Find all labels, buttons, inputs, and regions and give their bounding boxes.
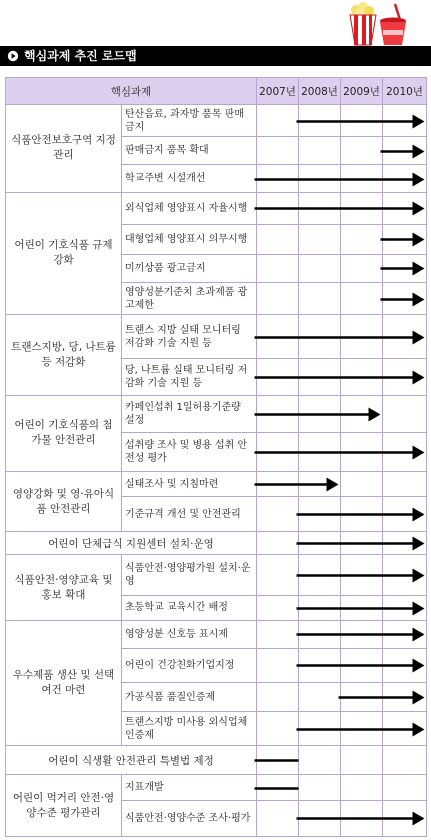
- column-header-2009: 2009년: [341, 78, 383, 105]
- item-cell: 섭취량 조사 및 병용 섭취 안전성 평가: [122, 432, 257, 471]
- item-cell: 기준규격 개선 및 안전관리: [122, 497, 257, 532]
- category-cell: 어린이 식생활 안전관리 특별법 제정: [6, 746, 257, 775]
- item-cell: 탄산음료, 과자방 품목 판매금지: [122, 105, 257, 137]
- column-header-2010: 2010년: [383, 78, 427, 105]
- category-cell: 어린이 기호식품의 첨가물 안전관리: [6, 395, 122, 471]
- item-cell: 대형업체 영양표시 의무시행: [122, 224, 257, 254]
- item-cell: 초등학교 교육시간 배정: [122, 595, 257, 620]
- item-cell: 가공식품 품질인증제: [122, 683, 257, 712]
- table-row: [6, 471, 427, 496]
- item-cell: 트랜스지방 미사용 외식업체 인증제: [122, 712, 257, 746]
- popcorn-drink-illustration: [338, 2, 418, 46]
- table-row: [6, 192, 427, 224]
- table-row: [6, 746, 427, 775]
- category-cell: 식품안전·영양교육 및 홍보 확대: [6, 555, 122, 620]
- item-cell: 판매금지 품목 확대: [122, 137, 257, 165]
- category-cell: 어린이 단체급식 지원센터 설치·운영: [6, 532, 257, 555]
- drink-cup-icon: [380, 4, 406, 45]
- column-header-task: 핵심과제: [6, 78, 257, 105]
- item-cell: 트랜스 지방 실태 모니터링 저감화 기술 지원 등: [122, 315, 257, 359]
- category-cell: 우수제품 생산 및 선택여건 마련: [6, 620, 122, 746]
- item-cell: 학교주변 시설개선: [122, 165, 257, 192]
- table-row: [6, 775, 427, 800]
- table-row: [6, 555, 427, 595]
- column-header-2007: 2007년: [257, 78, 299, 105]
- item-cell: 당, 나트륨 실태 모니터링 저감화 기술 지원 등: [122, 359, 257, 395]
- category-cell: 어린이 기호식품 규제 강화: [6, 192, 122, 315]
- category-cell: 식품안전보호구역 지정관리: [6, 105, 122, 192]
- item-cell: 외식업체 영양표시 자율시행: [122, 192, 257, 224]
- circle-arrow-icon: [7, 50, 19, 62]
- item-cell: 어린이 건강친화기업지정: [122, 648, 257, 682]
- category-cell: 트랜스지방, 당, 나트륨 등 저감화: [6, 315, 122, 395]
- item-cell: 실태조사 및 지침마련: [122, 471, 257, 496]
- table-row: [6, 395, 427, 432]
- table-row: [6, 315, 427, 359]
- roadmap-table: [5, 77, 427, 837]
- item-cell: 카페인섭취 1일허용기준량 설정: [122, 395, 257, 432]
- table-row: [6, 532, 427, 555]
- table-row: [6, 105, 427, 137]
- roadmap-table-wrap: [5, 77, 426, 837]
- item-cell: 지표개발: [122, 775, 257, 800]
- item-cell: 식품안전·영양수준 조사·평가: [122, 800, 257, 836]
- table-header-row: [6, 78, 427, 105]
- item-cell: 미끼상품 광고금지: [122, 254, 257, 282]
- section-title-bar: [0, 46, 431, 66]
- page-title: 핵심과제 추진 로드맵: [24, 49, 137, 63]
- item-cell: 식품안전·영양평가원 설치·운영: [122, 555, 257, 595]
- table-row: [6, 620, 427, 648]
- category-cell: 어린이 먹거리 안전·영양수준 평가관리: [6, 775, 122, 837]
- category-cell: 영양강화 및 영·유아식품 안전관리: [6, 471, 122, 531]
- item-cell: 영양성분 신호등 표시제: [122, 620, 257, 648]
- item-cell: 영양성분기준치 초과제품 광고제한: [122, 283, 257, 315]
- column-header-2008: 2008년: [299, 78, 341, 105]
- popcorn-icon: [350, 2, 376, 45]
